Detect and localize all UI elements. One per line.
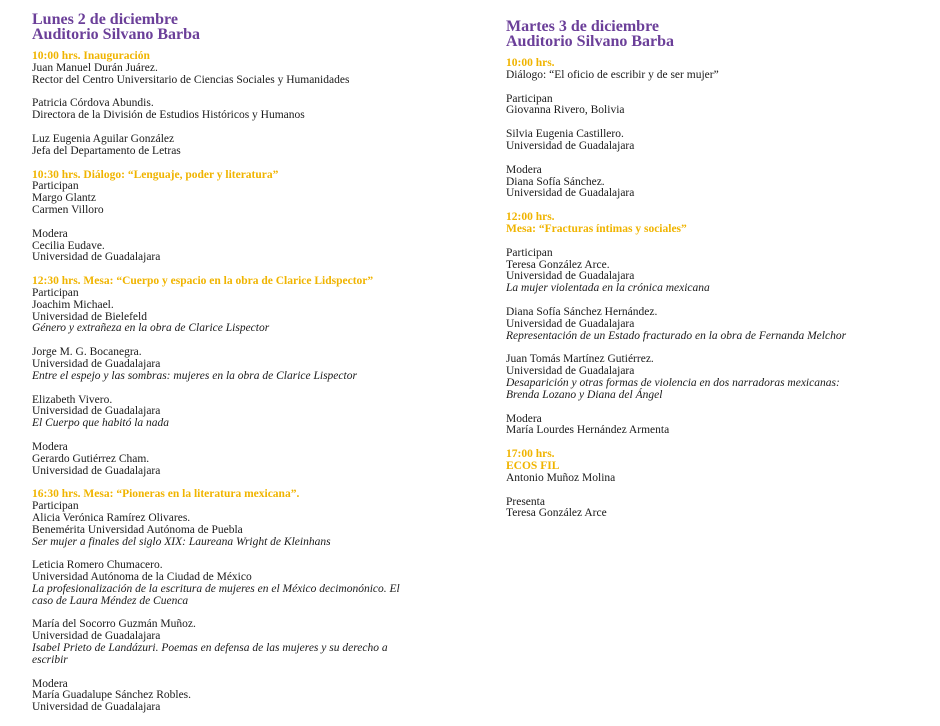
monday-column (32, 0, 472, 726)
program-line: Universidad de Guadalajara (506, 139, 635, 152)
session-title: ECOS FIL (506, 459, 560, 472)
schedule-block (32, 51, 472, 86)
program-line: Universidad de Guadalajara (506, 187, 635, 200)
schedule-block (506, 248, 926, 295)
schedule-block (32, 679, 472, 714)
venue-title: Auditorio Silvano Barba (32, 26, 201, 43)
program-line: Participan (32, 286, 79, 299)
program-line: Universidad de Guadalajara (506, 270, 635, 283)
program-line: Diana Sofía Sánchez Hernández. (506, 305, 658, 318)
program-line: Joachim Michael. (32, 298, 114, 311)
program-line: Antonio Muñoz Molina (506, 471, 616, 484)
program-line: Participan (506, 246, 553, 259)
schedule-block (32, 170, 472, 217)
program-line: Modera (32, 677, 68, 690)
talk-title: La mujer violentada en la crónica mexicana (506, 282, 710, 295)
session-time: 10:30 hrs. Diálogo: “Lenguaje, poder y literatura” (32, 168, 279, 181)
day-header (32, 12, 472, 42)
program-line: Luz Eugenia Aguilar González (32, 132, 175, 145)
program-line: Juan Manuel Durán Juárez. (32, 61, 158, 74)
program-line: María del Socorro Guzmán Muñoz. (32, 618, 196, 631)
program-line: Universidad de Guadalajara (32, 251, 161, 264)
program-line: Leticia Romero Chumacero. (32, 559, 163, 572)
schedule-block (32, 229, 472, 264)
program-line: Elizabeth Vivero. (32, 393, 113, 406)
program-line: Jefa del Departamento de Letras (32, 144, 181, 157)
schedule-block (32, 276, 472, 335)
schedule-block (32, 134, 472, 158)
day-title: Martes 3 de diciembre (506, 18, 659, 35)
program-line: Participan (32, 500, 79, 513)
talk-title: Isabel Prieto de Landázuri. Poemas en defensa de las mujeres y su derecho a (32, 642, 388, 655)
program-line: Universidad Autónoma de la Ciudad de México (32, 571, 252, 584)
talk-title: Entre el espejo y las sombras: mujeres en la obra de Clarice Lispector (32, 369, 357, 382)
schedule-block (32, 619, 472, 666)
session-time: 17:00 hrs. (506, 448, 555, 461)
program-line: Carmen Villoro (32, 203, 104, 216)
program-line: Rector del Centro Universitario de Ciencias Sociales y Humanidades (32, 73, 350, 86)
program-line: Juan Tomás Martínez Gutiérrez. (506, 353, 654, 366)
program-line: Universidad de Guadalajara (506, 317, 635, 330)
schedule-blocks (32, 51, 472, 714)
program-line: Benemérita Universidad Autónoma de Puebla (32, 523, 243, 536)
talk-title: Ser mujer a finales del siglo XIX: Laureana Wright de Kleinhans (32, 535, 331, 548)
session-time: 12:00 hrs. (506, 211, 555, 224)
program-line: Modera (32, 227, 68, 240)
program-line: Universidad de Guadalajara (32, 701, 161, 714)
schedule-block (506, 165, 926, 200)
schedule-block (506, 449, 926, 484)
program-line: Universidad de Bielefeld (32, 310, 147, 323)
program-line: Teresa González Arce. (506, 258, 610, 271)
program-line: Patricia Córdova Abundis. (32, 97, 154, 110)
tuesday-column (506, 0, 926, 532)
schedule-block (32, 560, 472, 607)
program-line: Alicia Verónica Ramírez Olivares. (32, 511, 191, 524)
program-line: Silvia Eugenia Castillero. (506, 128, 624, 141)
schedule-block (506, 212, 926, 236)
program-line: Participan (506, 92, 553, 105)
program-line: Diálogo: “El oficio de escribir y de ser mujer” (506, 68, 719, 81)
program-line: Diana Sofía Sánchez. (506, 175, 605, 188)
talk-title: Género y extrañeza en la obra de Clarice Lispector (32, 322, 270, 335)
program-line: Universidad de Guadalajara (32, 464, 161, 477)
session-title: Mesa: “Fracturas íntimas y sociales” (506, 222, 687, 235)
session-time: 16:30 hrs. Mesa: “Pioneras en la literatura mexicana”. (32, 488, 300, 501)
talk-title: escribir (32, 653, 68, 666)
session-time: 10:00 hrs. (506, 57, 555, 69)
program-line: Teresa González Arce (506, 507, 607, 520)
schedule-block (32, 395, 472, 430)
talk-title: El Cuerpo que habitó la nada (32, 417, 170, 430)
schedule-block (32, 98, 472, 122)
session-time: 10:00 hrs. Inauguración (32, 50, 150, 62)
schedule-block (32, 347, 472, 382)
program-line: María Lourdes Hernández Armenta (506, 424, 670, 437)
day-header (506, 19, 926, 49)
schedule-blocks (506, 58, 926, 520)
program-line: María Guadalupe Sánchez Robles. (32, 689, 192, 702)
program-line: Presenta (506, 495, 545, 508)
program-line: Modera (506, 412, 542, 425)
day-title: Lunes 2 de diciembre (32, 11, 178, 28)
schedule-block (506, 129, 926, 153)
schedule-block (506, 414, 926, 438)
program-line: Directora de la División de Estudios Históricos y Humanos (32, 109, 305, 122)
program-line: Universidad de Guadalajara (32, 405, 161, 418)
schedule-block (506, 58, 926, 82)
program-line: Gerardo Gutiérrez Cham. (32, 452, 150, 465)
program-line: Modera (506, 163, 542, 176)
program-line: Participan (32, 180, 79, 193)
program-line: Universidad de Guadalajara (32, 630, 161, 643)
schedule-block (32, 489, 472, 548)
program-line: Jorge M. G. Bocanegra. (32, 346, 142, 359)
talk-title: La profesionalización de la escritura de mujeres en el México decimonónico. El (32, 582, 400, 595)
program-line: Universidad de Guadalajara (32, 357, 161, 370)
talk-title: Brenda Lozano y Diana del Ángel (506, 388, 663, 401)
schedule-block (506, 354, 926, 401)
program-line: Modera (32, 440, 68, 453)
talk-title: Representación de un Estado fracturado en la obra de Fernanda Melchor (506, 329, 847, 342)
schedule-block (506, 94, 926, 118)
talk-title: caso de Laura Méndez de Cuenca (32, 594, 189, 607)
schedule-block (506, 497, 926, 521)
talk-title: Desaparición y otras formas de violencia en dos narradoras mexicanas: (506, 376, 840, 389)
program-line: Margo Glantz (32, 192, 96, 205)
program-line: Cecilia Eudave. (32, 239, 105, 252)
program-line: Giovanna Rivero, Bolivia (506, 104, 625, 117)
schedule-block (506, 307, 926, 342)
program-line: Universidad de Guadalajara (506, 365, 635, 378)
venue-title: Auditorio Silvano Barba (506, 33, 675, 50)
schedule-block (32, 442, 472, 477)
session-time: 12:30 hrs. Mesa: “Cuerpo y espacio en la obra de Clarice Lidspector” (32, 275, 374, 288)
